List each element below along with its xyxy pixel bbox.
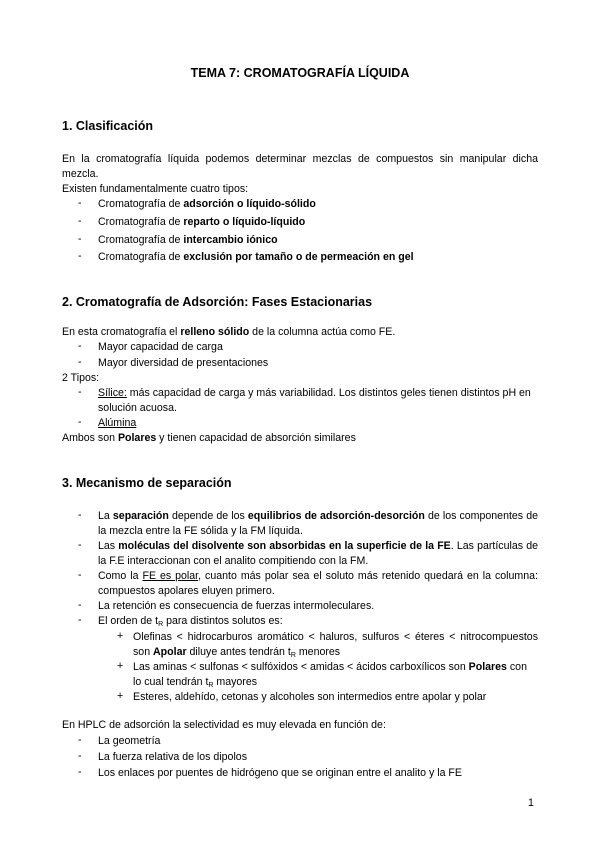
bullet-plus: + [117,630,124,642]
section-1-heading: 1. Clasificación [62,119,154,133]
bullet-dash: - [78,599,82,611]
s3-subitem: Olefinas < hidrocarburos aromático < haluros, sulfuros < éteres < nitrocompuestos son Apolar diluye antes tendrán $t_R$ menores [133,631,538,659]
section-2-heading: 2. Cromatografía de Adsorción: Fases Estacionarias [62,295,373,309]
bullet-dash: - [78,233,82,245]
page-number: 1 [528,797,534,809]
bullet-dash: - [78,340,82,352]
bullet-dash: - [78,734,82,746]
s2-item: Mayor diversidad de presentaciones [98,357,269,369]
s3-hplc: En HPLC de adsorción la selectividad es muy elevada en función de: [62,719,386,731]
bullet-plus: + [117,660,124,672]
s3-subitem: Esteres, aldehído, cetonas y alcoholes son intermedios entre apolar y polar [133,691,487,703]
s3-hplc-item: La fuerza relativa de los dipolos [98,751,247,763]
bullet-dash: - [78,215,82,227]
s3-hplc-item: Los enlaces por puentes de hidrógeno que se originan entre el analito y la FE [98,767,462,779]
s3-hplc-item: La geometría [98,735,161,747]
s3-item: La retención es consecuencia de fuerzas intermoleculares. [98,600,375,612]
s1-item: Cromatografía de reparto o líquido-líquido [98,216,306,228]
s2-paragraph: En esta cromatografía el relleno sólido de la columna actúa como FE. [62,326,396,338]
s2-silice: Sílice: más capacidad de carga y más variabilidad. Los distintos geles tienen distintos pH en solución acuosa. [98,387,531,414]
s1-item: Cromatografía de adsorción o líquido-sólido [98,198,316,210]
s1-intro2: Existen fundamentalmente cuatro tipos: [62,183,249,195]
bullet-plus: + [117,690,124,702]
s3-subitem: Las aminas < sulfonas < sulfóxidos < amidas < ácidos carboxílicos son Polares con lo cual tendrán $t_R$ mayores [133,661,527,689]
s2-ambos: Ambos son Polares y tienen capacidad de absorción similares [62,432,356,444]
s3-item: El orden de $t_R$ para distintos solutos es: [98,615,283,628]
bullet-dash: - [78,766,82,778]
bullet-dash: - [78,356,82,368]
bullet-dash: - [78,569,82,581]
document-title: TEMA 7: CROMATOGRAFÍA LÍQUIDA [190,66,410,80]
s3-item: Como la FE es polar, cuanto más polar sea el soluto más retenido quedará en la columna: compuestos apolares eluyen primero. [98,570,538,597]
s3-item: La separación depende de los equilibrios de adsorción-desorción de los componentes de la mezcla entre la FE sólida y la FM líquida. [98,510,538,537]
bullet-dash: - [78,614,82,626]
s2-item: Mayor capacidad de carga [98,341,223,353]
bullet-dash: - [78,250,82,262]
s2-alumina: Alúmina [98,417,137,429]
bullet-dash: - [78,416,82,428]
bullet-dash: - [78,386,82,398]
bullet-dash: - [78,197,82,209]
bullet-dash: - [78,509,82,521]
s1-item: Cromatografía de exclusión por tamaño o de permeación en gel [98,251,414,263]
s1-item: Cromatografía de intercambio iónico [98,234,278,246]
bullet-dash: - [78,750,82,762]
s2-tipos: 2 Tipos: [62,372,100,384]
section-3-heading: 3. Mecanismo de separación [62,476,232,490]
bullet-dash: - [78,539,82,551]
s3-item: Las moléculas del disolvente son absorbidas en la superficie de la FE. Las partículas de la F.E interaccionan con el analito compitiendo con la FM. [98,540,538,567]
s1-intro: En la cromatografía líquida podemos determinar mezclas de compuestos sin manipular dicha mezcla. [62,153,538,180]
